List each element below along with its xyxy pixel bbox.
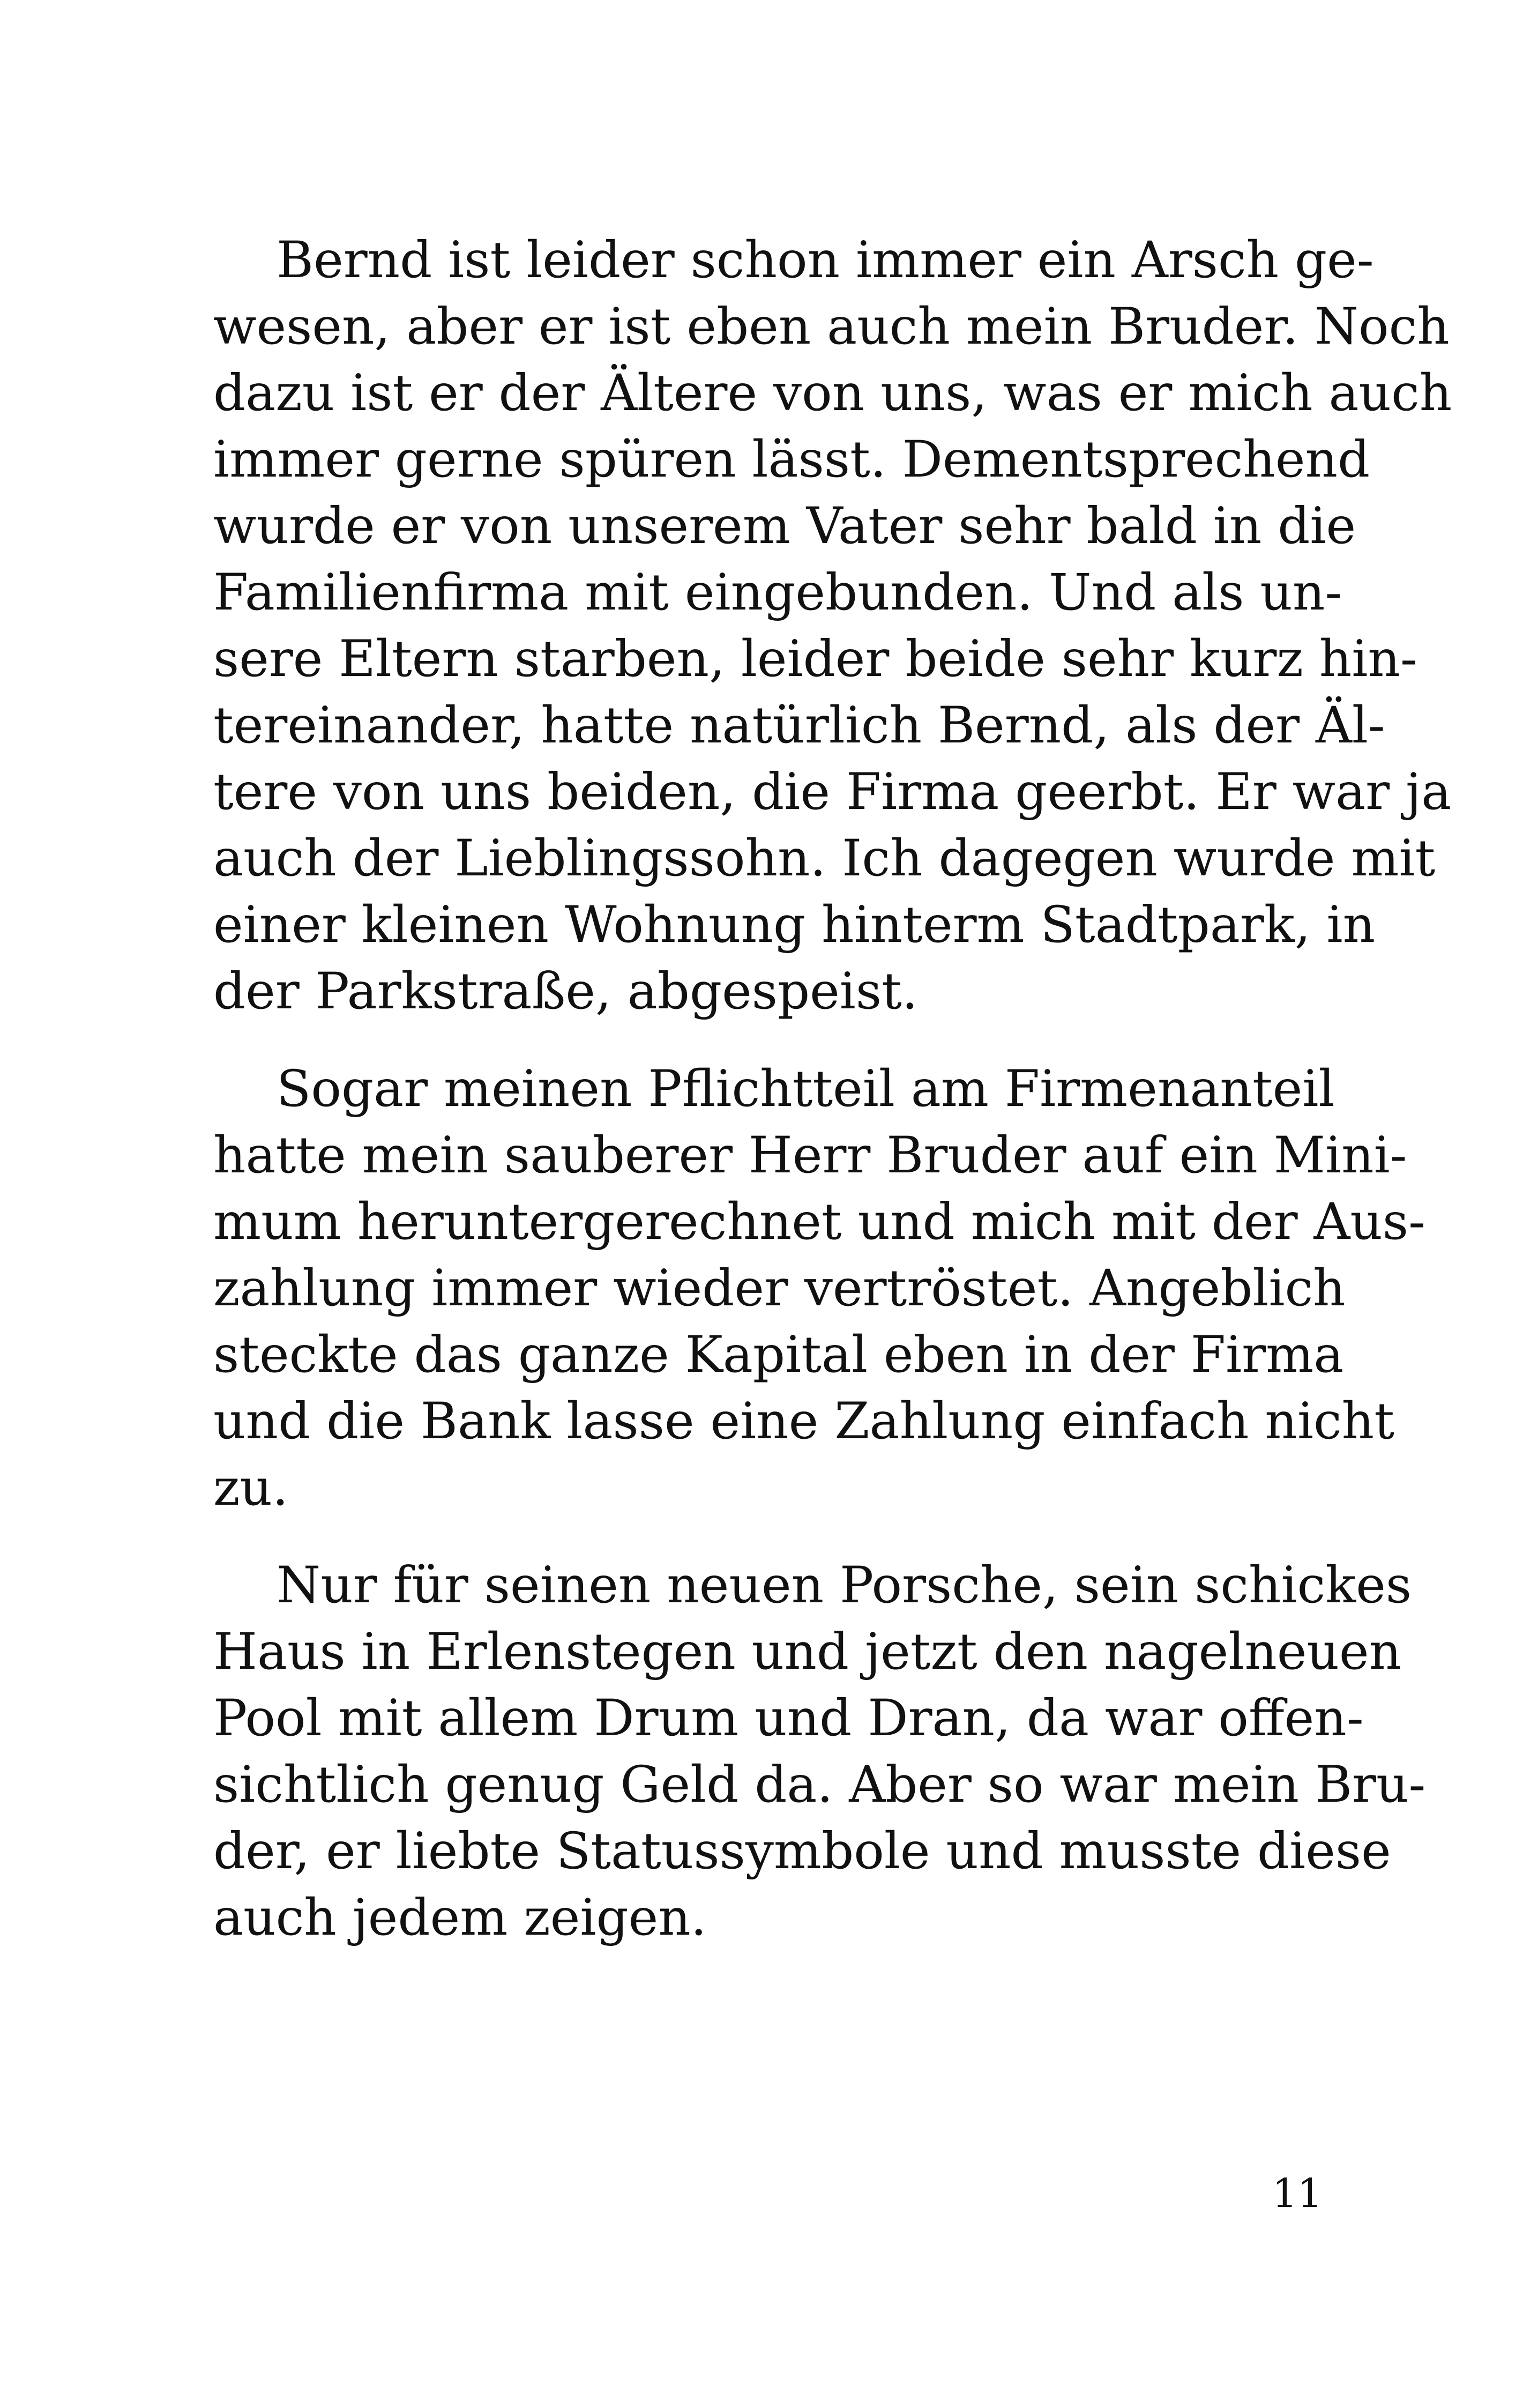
text-line: Sogar meinen Pflichtteil am Firmenanteil (277, 1060, 1335, 1118)
text-line: Bernd ist leider schon immer ein Arsch ge- (277, 231, 1374, 289)
text-line: zahlung immer wieder vertröstet. Angeblich (213, 1259, 1346, 1318)
paragraph-3 (213, 1552, 1426, 1951)
text-line: und die Bank lasse eine Zahlung einfach nicht (213, 1392, 1394, 1451)
text-line: der Parkstraße, abgespeist. (213, 962, 918, 1021)
text-line: Nur für seinen neuen Porsche, sein schickes (277, 1556, 1412, 1615)
text-line: tereinander, hatte natürlich Bernd, als der Äl- (213, 696, 1385, 755)
text-line: einer kleinen Wohnung hinterm Stadtpark, in (213, 896, 1376, 954)
text-line: mum heruntergerechnet und mich mit der Aus- (213, 1193, 1425, 1251)
text-line: Familienfirma mit eingebunden. Und als un- (213, 563, 1342, 622)
text-line: steckte das ganze Kapital eben in der Firma (213, 1326, 1344, 1384)
text-line: Pool mit allem Drum und Dran, da war offen- (213, 1689, 1364, 1748)
text-line: wurde er von unserem Vater sehr bald in die (213, 497, 1356, 555)
text-line: der, er liebte Statussymbole und musste diese (213, 1822, 1391, 1881)
text-line: sichtlich genug Geld da. Aber so war mein Bru- (213, 1756, 1426, 1814)
text-line: zu. (213, 1459, 288, 1517)
text-line: hatte mein sauberer Herr Bruder auf ein Mini- (213, 1126, 1407, 1185)
text-line: auch der Lieblingssohn. Ich dagegen wurde mit (213, 829, 1436, 888)
text-line: sere Eltern starben, leider beide sehr kurz hin- (213, 630, 1417, 688)
text-line: immer gerne spüren lässt. Dementsprechend (213, 430, 1370, 489)
text-line: Haus in Erlenstegen und jetzt den nagelneuen (213, 1623, 1402, 1681)
paragraph-1 (213, 227, 1452, 1025)
page-number: 11 (1272, 2171, 1323, 2217)
text-line: auch jedem zeigen. (213, 1889, 707, 1947)
text-line: dazu ist er der Ältere von uns, was er mich auch (213, 364, 1452, 422)
body-text (213, 227, 1452, 1982)
paragraph-2 (213, 1056, 1425, 1521)
text-line: tere von uns beiden, die Firma geerbt. Er war ja (213, 763, 1452, 821)
text-line: wesen, aber er ist eben auch mein Bruder. Noch (213, 298, 1450, 356)
